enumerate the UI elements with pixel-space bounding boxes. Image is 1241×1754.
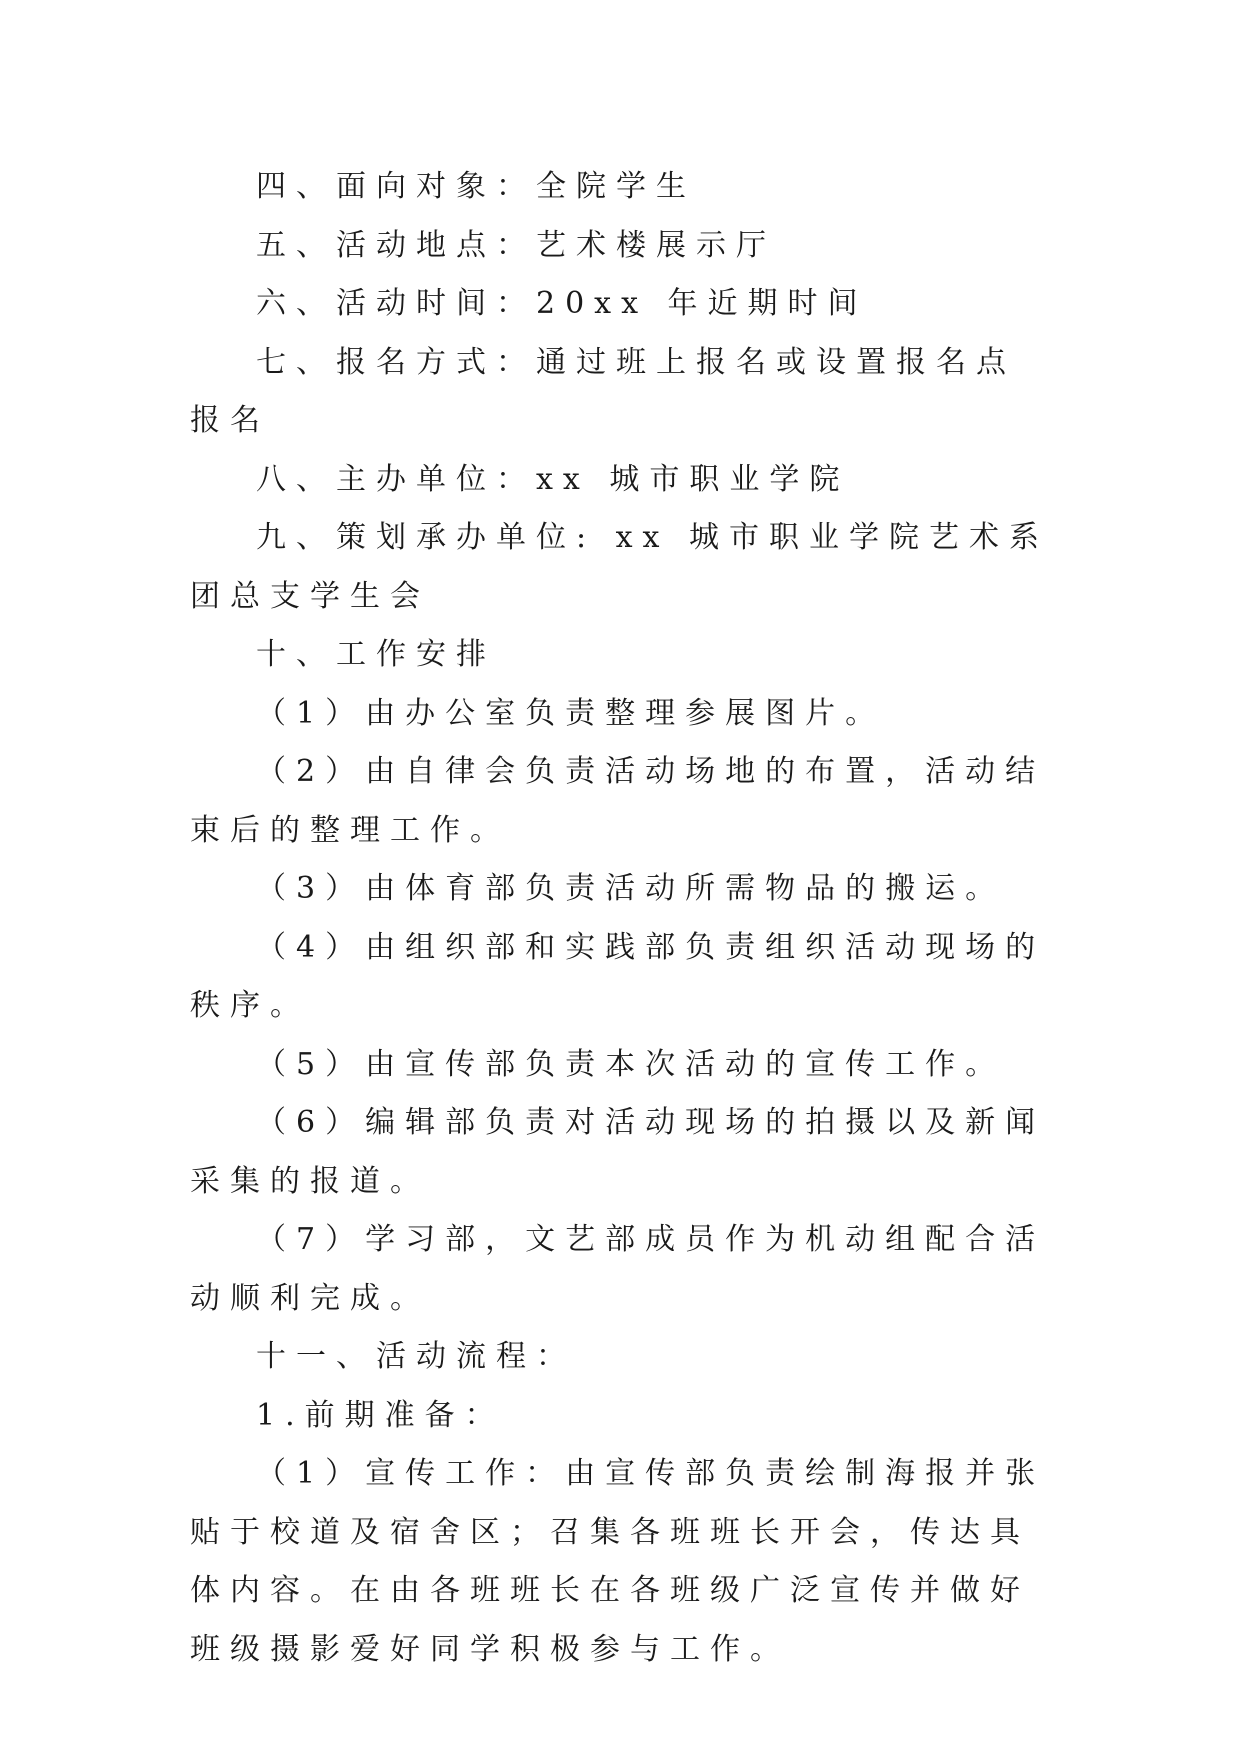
section-target-audience: 四、面向对象：全院学生 xyxy=(256,169,696,204)
arrangement-item: （2）由自律会负责活动场地的布置，活动结束后的整理工作。 xyxy=(190,754,1046,848)
section-organizer: 九、策划承办单位: xx 城市职业学院艺术系团总支学生会 xyxy=(190,520,1050,614)
process-step-item: （1）宣传工作：由宣传部负责绘制海报并张贴于校道及宿舍区；召集各班班长开会，传达具体内容。在由各班班长在各班级广泛宣传并做好班级摄影爱好同学积极参与工作。 xyxy=(190,1456,1046,1667)
process-step-heading: 1.前期准备： xyxy=(256,1397,505,1433)
section-work-arrangement-heading: 十、工作安排 xyxy=(256,637,496,672)
document-body xyxy=(190,158,1050,1679)
section-registration: 七、报名方式：通过班上报名或设置报名点报名 xyxy=(190,344,1016,438)
arrangement-item: （6）编辑部负责对活动现场的拍摄以及新闻采集的报道。 xyxy=(190,1105,1046,1199)
arrangement-item: （1）由办公室负责整理参展图片。 xyxy=(256,695,886,731)
section-process-heading: 十一、活动流程： xyxy=(256,1339,576,1374)
section-host: 八、主办单位：xx 城市职业学院 xyxy=(256,461,850,497)
arrangement-item: （4）由组织部和实践部负责组织活动现场的秩序。 xyxy=(190,929,1046,1023)
section-venue: 五、活动地点：艺术楼展示厅 xyxy=(256,227,776,263)
section-time: 六、活动时间：20xx 年近期时间 xyxy=(256,286,868,321)
arrangement-item: （5）由宣传部负责本次活动的宣传工作。 xyxy=(256,1046,1006,1082)
arrangement-item: （3）由体育部负责活动所需物品的搬运。 xyxy=(256,871,1006,906)
arrangement-item: （7）学习部，文艺部成员作为机动组配合活动顺利完成。 xyxy=(190,1222,1046,1316)
